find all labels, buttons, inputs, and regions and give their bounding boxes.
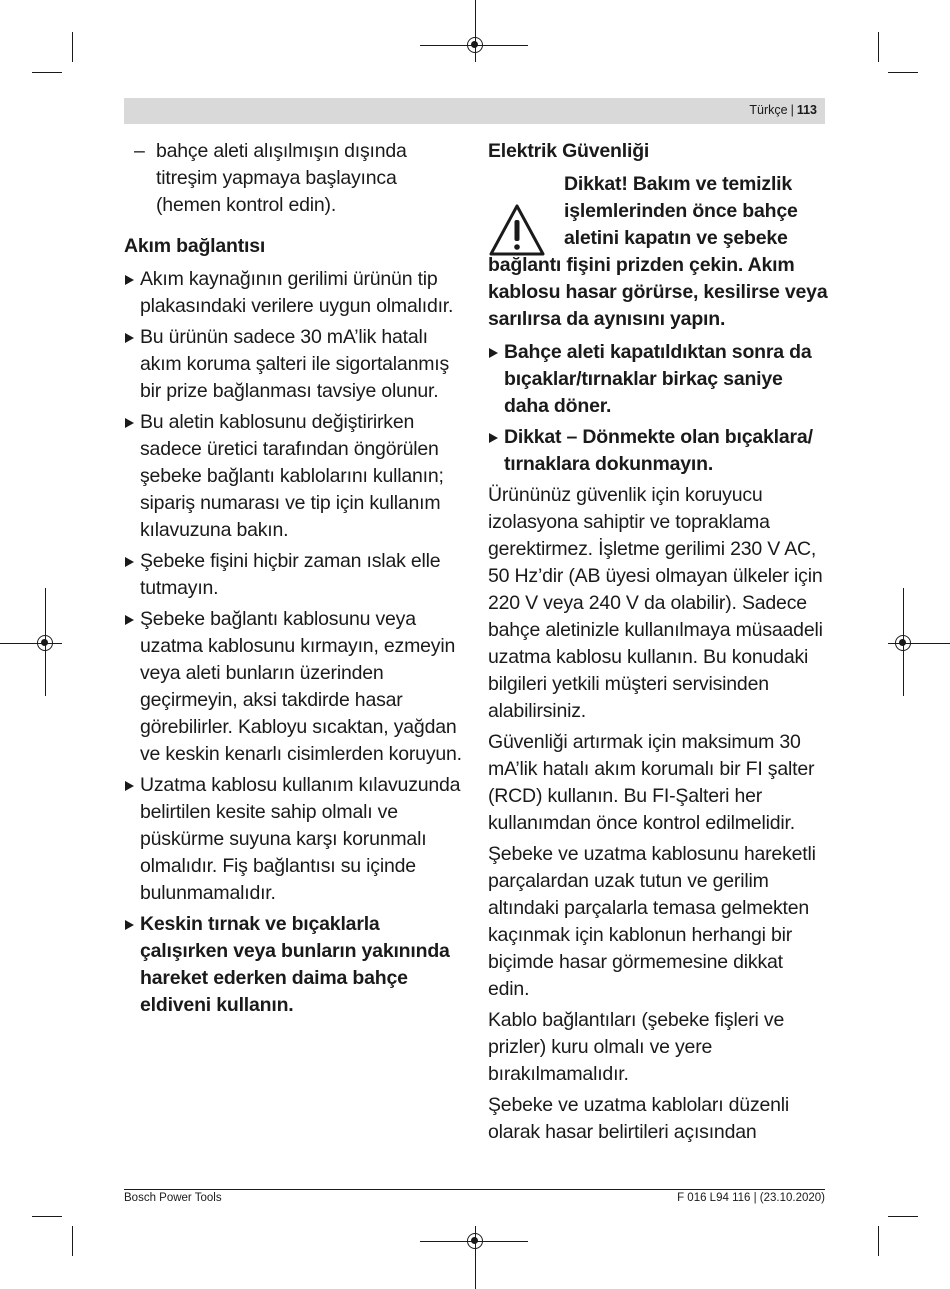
paragraph: Şebeke ve uzatma kabloları düzenli olarak hasar belirtileri açısından <box>488 1094 790 1143</box>
bullet-triangle-icon <box>125 418 134 428</box>
bullet-item <box>124 606 464 768</box>
dash-marker: – <box>134 140 145 162</box>
header-text <box>749 103 817 117</box>
bullet-text: Bahçe aleti kapatıldıktan sonra da bıçaklar/tırnaklar birkaç saniye daha döner. <box>504 341 812 417</box>
header-separator: | <box>790 103 794 117</box>
crop-mark <box>888 1216 918 1217</box>
right-column <box>488 138 828 1150</box>
footer-doc-id: F 016 L94 116 | (23.10.2020) <box>677 1192 825 1204</box>
bullet-text: Akım kaynağının gerilimi ürünün tip plakasındaki verilere uygun olmalıdır. <box>140 268 454 317</box>
bullet-item-bold <box>488 339 828 420</box>
paragraph: Kablo bağlantıları (şebeke fişleri ve prizler) kuru olmalı ve yere bırakılmamalıdır. <box>488 1009 785 1085</box>
section-title-electrical-safety: Elektrik Güvenliği <box>488 140 650 162</box>
bullet-triangle-icon <box>125 920 134 930</box>
left-column <box>124 138 464 1023</box>
bullet-text: Keskin tırnak ve bıçaklarla çalışırken veya bunların yakınında hareket ederken daima bahçe eldiveni kullanın. <box>140 913 450 1016</box>
registration-target-icon <box>37 635 53 651</box>
registration-target-icon <box>467 37 483 53</box>
footer-brand: Bosch Power Tools <box>124 1192 222 1204</box>
registration-target-icon <box>467 1233 483 1249</box>
dash-item-text: bahçe aleti alışılmışın dışında titreşim yapmaya başlayınca (hemen kontrol edin). <box>156 140 407 216</box>
bullet-text: Bu ürünün sadece 30 mA’lik hatalı akım koruma şalteri ile sigortalanmış bir prize bağlanması tavsiye olunur. <box>140 326 450 402</box>
crop-mark <box>878 32 879 62</box>
footer-divider <box>124 1189 825 1190</box>
warning-text-rest: bağlantı fişini prizden çekin. Akım kablosu hasar görürse, kesilirse veya sarılırsa da aynısını yapın. <box>488 254 828 330</box>
bullet-triangle-icon <box>125 275 134 285</box>
crop-mark <box>32 1216 62 1217</box>
bullet-item <box>124 772 464 907</box>
bullet-item-bold <box>124 911 464 1019</box>
bullet-item-bold <box>488 424 828 478</box>
warning-block <box>488 171 828 333</box>
bullet-text: Şebeke fişini hiçbir zaman ıslak elle tutmayın. <box>140 550 441 599</box>
bullet-item <box>124 548 464 602</box>
bullet-triangle-icon <box>125 615 134 625</box>
bullet-text: Dikkat – Dönmekte olan bıçaklara/ tırnaklara dokunmayın. <box>504 426 813 475</box>
bullet-triangle-icon <box>125 557 134 567</box>
bullet-item <box>124 266 464 320</box>
bullet-text: Uzatma kablosu kullanım kılavuzunda belirtilen kesite sahip olmalı ve püskürme suyuna karşı korunmalı olmalıdır. Fiş bağlantısı su içinde bulunmamalıdır. <box>140 774 461 904</box>
page-header <box>124 98 825 124</box>
warning-triangle-icon <box>488 203 546 257</box>
crop-mark <box>878 1226 879 1256</box>
bullet-item <box>124 409 464 544</box>
paragraph: Ürününüz güvenlik için koruyucu izolasyona sahiptir ve topraklama gerektirmez. İşletme gerilimi 230 V AC, 50 Hz’dir (AB üyesi olmayan ülkeler için 220 V veya 240 V da olabilir). Sadece bahçe aletinizle kullanılmaya müsaadeli uzatma kablosu kullanın. Bu konudaki bilgileri yetkili müşteri servisinden alabilirsiniz. <box>488 484 823 722</box>
warning-text-first: Dikkat! Bakım ve temizlik işlemlerinden önce bahçe aletini kapatın ve şebeke <box>564 173 798 249</box>
registration-target-icon <box>895 635 911 651</box>
bullet-triangle-icon <box>125 333 134 343</box>
bullet-triangle-icon <box>489 433 498 443</box>
paragraph: Güvenliği artırmak için maksimum 30 mA’lik hatalı akım korumalı bir FI şalter (RCD) kullanın. Bu FI-Şalteri her kullanımdan önce kontrol edilmelidir. <box>488 731 815 834</box>
section-title-current-connection: Akım bağlantısı <box>124 235 266 257</box>
bullet-text: Şebeke bağlantı kablosunu veya uzatma kablosunu kırmayın, ezmeyin veya aleti bunların üzerinden geçirmeyin, aksi takdirde hasar görebilirler. Kabloyu sıcaktan, yağdan ve keskin kenarlı cisimlerden koruyun. <box>140 608 462 765</box>
paragraph: Şebeke ve uzatma kablosunu hareketli parçalardan uzak tutun ve gerilim altındaki parçalarla temasa gelmekten kaçınmak için kablonun herhangi bir biçimde hasar görmemesine dikkat edin. <box>488 843 816 1000</box>
crop-mark <box>72 1226 73 1256</box>
crop-mark <box>32 72 62 73</box>
dash-list-item <box>124 138 464 219</box>
crop-mark <box>888 72 918 73</box>
bullet-item <box>124 324 464 405</box>
page-number: 113 <box>796 103 817 117</box>
bullet-triangle-icon <box>125 781 134 791</box>
bullet-text: Bu aletin kablosunu değiştirirken sadece üretici tarafından öngörülen şebeke bağlantı kablolarını kullanın; sipariş numarası ve tip için kullanım kılavuzuna bakın. <box>140 411 444 541</box>
header-language: Türkçe <box>749 103 788 117</box>
crop-mark <box>72 32 73 62</box>
bullet-triangle-icon <box>489 348 498 358</box>
